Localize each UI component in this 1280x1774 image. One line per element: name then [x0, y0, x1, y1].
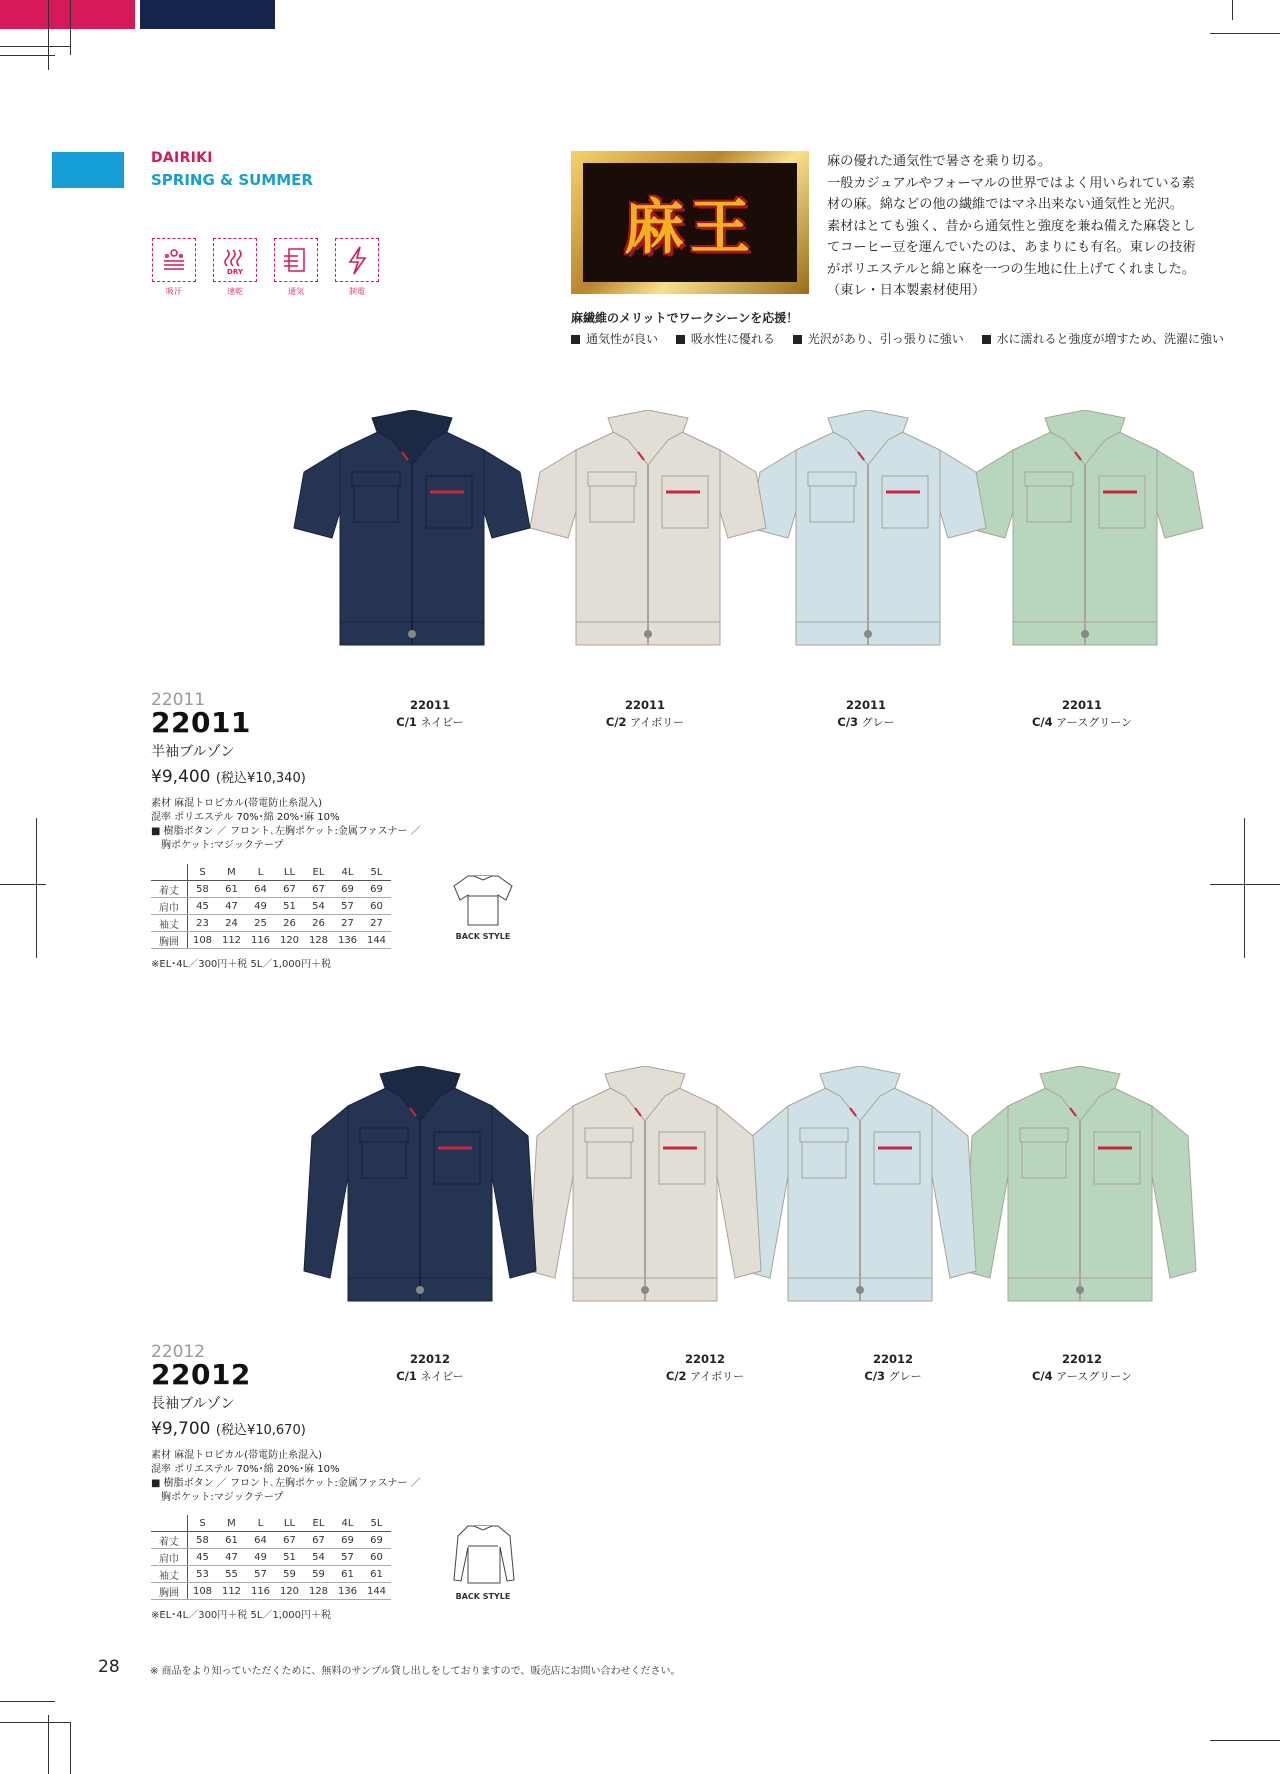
product-name: 半袖ブルゾン	[151, 744, 235, 760]
antistatic-icon	[335, 238, 379, 282]
brand-name: DAIRIKI	[151, 150, 213, 166]
section-color-block	[52, 152, 124, 188]
feature-breathable	[272, 238, 320, 297]
crop-mark	[0, 884, 46, 885]
table-row: 着丈 58 61 64 67 67 69 69	[151, 881, 391, 898]
product-price: ¥9,400 (税込¥10,340)	[151, 767, 306, 787]
feature-antistatic	[333, 238, 381, 297]
product-spec: 素材 麻混トロピカル(帯電防止糸混入) 混率 ポリエステル 70%･綿 20%･麻 10% ■ 樹脂ボタン ／ フロント､左胸ポケット:金属ファスナー ／ 胸ポケット:マジックテープ	[151, 798, 421, 851]
jacket-navy-illustration	[300, 1066, 540, 1316]
back-style-label: BACK STYLE	[455, 932, 511, 941]
footer-note: ※ 商品をより知っていただくために、無料のサンプル貸し出しをしておりますので、販売店にお問い合わせください。	[150, 1666, 681, 1677]
product-price: ¥9,700 (税込¥10,670)	[151, 1419, 306, 1439]
quick-dry-icon	[213, 238, 257, 282]
jacket-ivory-illustration	[528, 410, 768, 660]
logo-text: 麻王	[624, 192, 756, 263]
crop-mark	[0, 46, 70, 47]
top-bar-navy	[140, 0, 275, 29]
table-row: 着丈 58 61 64 67 67 69 69	[151, 1532, 391, 1549]
merit-item: 光沢があり、引っ張りに強い	[793, 332, 964, 346]
feature-quick-dry	[211, 238, 259, 297]
merit-item: 通気性が良い	[571, 332, 658, 346]
size-table-container	[151, 1515, 391, 1621]
crop-mark	[48, 1715, 49, 1774]
variant-caption: 22011 C/3 グレー	[837, 698, 895, 729]
table-row: 袖丈 23 24 25 26 26 27 27	[151, 915, 391, 932]
variant-caption: 22011 C/1 ネイビー	[396, 698, 464, 729]
table-row: 胸囲 108 112 116 120 128 136 144	[151, 932, 391, 949]
season-label: SPRING & SUMMER	[151, 171, 313, 189]
variant-caption: 22012 C/1 ネイビー	[396, 1352, 464, 1383]
jacket-image-grey	[748, 410, 988, 664]
merit-item: 水に濡れると強度が増すため、洗濯に強い	[982, 332, 1225, 346]
jacket-image-navy	[300, 1066, 540, 1320]
jacket-ivory-illustration	[525, 1066, 765, 1316]
table-row: 胸囲 108 112 116 120 128 136 144	[151, 1583, 391, 1600]
size-table: S M L LL EL 4L 5L 着丈 58 61 64 67 67 69 69 肩巾 45 47 49 51 54 57 60 袖丈 53 55 57 59 59 61 61 胸囲 108 112 116 120 128 136 144	[151, 1515, 391, 1600]
material-description	[827, 151, 1207, 302]
jacket-green-illustration	[960, 1066, 1200, 1316]
crop-mark	[36, 818, 37, 958]
feature-label: 制電	[349, 287, 365, 296]
crop-mark	[1210, 33, 1280, 34]
back-style-illustration	[448, 1520, 518, 1600]
product-code: 22011	[151, 706, 251, 739]
product-info	[151, 690, 421, 853]
crop-mark	[70, 0, 71, 55]
description-line: 素材はとても強く、昔から通気性と強度を兼ね備えた麻袋とし	[827, 218, 1196, 234]
merit-list	[571, 330, 1238, 347]
back-style-illustration	[448, 870, 518, 940]
crop-mark	[0, 55, 55, 56]
product-code: 22012	[151, 1358, 251, 1391]
bullet-square-icon	[571, 335, 580, 344]
description-line: てコーヒー豆を運んでいたのは、あまりにも有名。東レの技術	[827, 240, 1196, 255]
description-line: 麻の優れた通気性で暑さを乗り切る。	[827, 154, 1052, 169]
crop-mark	[1244, 818, 1245, 958]
jacket-image-green	[960, 1066, 1200, 1320]
bullet-square-icon	[793, 335, 802, 344]
page-number: 28	[98, 1657, 120, 1677]
jacket-green-illustration	[965, 410, 1205, 660]
jacket-navy-illustration	[292, 410, 532, 660]
description-line: がポリエステルと綿と麻を一つの生地に仕上げてくれました。	[827, 261, 1196, 277]
breathable-icon	[274, 238, 318, 282]
asao-logo	[571, 151, 809, 294]
sweat-absorb-icon	[152, 238, 196, 282]
variant-caption: 22012 C/4 アースグリーン	[1031, 1352, 1133, 1383]
back-style-label: BACK STYLE	[455, 1592, 511, 1601]
product-info	[151, 1342, 421, 1505]
jacket-grey-illustration	[740, 1066, 980, 1316]
table-row: 肩巾 45 47 49 51 54 57 60	[151, 898, 391, 915]
crop-mark	[48, 0, 49, 70]
feature-label: 通気	[288, 287, 304, 296]
bullet-square-icon	[982, 335, 991, 344]
jacket-image-ivory	[525, 1066, 765, 1320]
jacket-back-short-icon	[448, 870, 518, 930]
description-line: 一般カジュアルやフォーマルの世界ではよく用いられている素	[827, 175, 1195, 191]
crop-mark	[1210, 1740, 1280, 1741]
variant-caption: 22011 C/4 アースグリーン	[1031, 698, 1133, 729]
size-table: S M L LL EL 4L 5L 着丈 58 61 64 67 67 69 69 肩巾 45 47 49 51 54 57 60 袖丈 23 24 25 26 26 27 27 胸囲 108 112 116 120 128 136 144	[151, 864, 391, 949]
size-note: ※EL･4L／300円＋税 5L／1,000円＋税	[151, 1610, 332, 1621]
jacket-grey-illustration	[748, 410, 988, 660]
feature-label: 吸汗	[166, 287, 182, 296]
jacket-image-navy	[292, 410, 532, 664]
crop-mark	[70, 1722, 71, 1774]
crop-mark	[1210, 884, 1280, 885]
crop-mark	[1232, 0, 1233, 20]
merit-item: 吸水性に優れる	[676, 332, 775, 346]
description-line: 材の麻。綿などの他の繊維ではマネ出来ない通気性と光沢。	[827, 197, 1184, 212]
feature-sweat-absorb	[150, 238, 198, 297]
product-name: 長袖ブルゾン	[151, 1396, 235, 1412]
bullet-square-icon	[676, 335, 685, 344]
top-bar-pink	[0, 0, 135, 29]
table-row: 肩巾 45 47 49 51 54 57 60	[151, 1549, 391, 1566]
jacket-image-grey	[740, 1066, 980, 1320]
dry-badge: DRY	[227, 268, 243, 276]
size-note: ※EL･4L／300円＋税 5L／1,000円＋税	[151, 959, 332, 970]
product-code-ghost: 22012	[151, 1342, 206, 1362]
size-table-container	[151, 864, 391, 970]
variant-caption: 22012 C/3 グレー	[864, 1352, 922, 1383]
product-code-ghost: 22011	[151, 690, 206, 710]
product-spec: 素材 麻混トロピカル(帯電防止糸混入) 混率 ポリエステル 70%･綿 20%･麻 10% ■ 樹脂ボタン ／ フロント､左胸ポケット:金属ファスナー ／ 胸ポケット:マジックテープ	[151, 1450, 421, 1503]
merit-title: 麻繊維のメリットでワークシーンを応援！	[571, 311, 799, 325]
table-row: 袖丈 53 55 57 59 59 61 61	[151, 1566, 391, 1583]
description-line: （東レ・日本製素材使用）	[827, 283, 986, 298]
crop-mark	[0, 1722, 70, 1723]
jacket-image-ivory	[528, 410, 768, 664]
jacket-image-green	[965, 410, 1205, 664]
crop-mark	[0, 1701, 55, 1702]
feature-label: 速乾	[227, 287, 243, 296]
variant-caption: 22012 C/2 アイボリー	[665, 1352, 745, 1383]
variant-caption: 22011 C/2 アイボリー	[605, 698, 685, 729]
jacket-back-long-icon	[448, 1520, 518, 1592]
